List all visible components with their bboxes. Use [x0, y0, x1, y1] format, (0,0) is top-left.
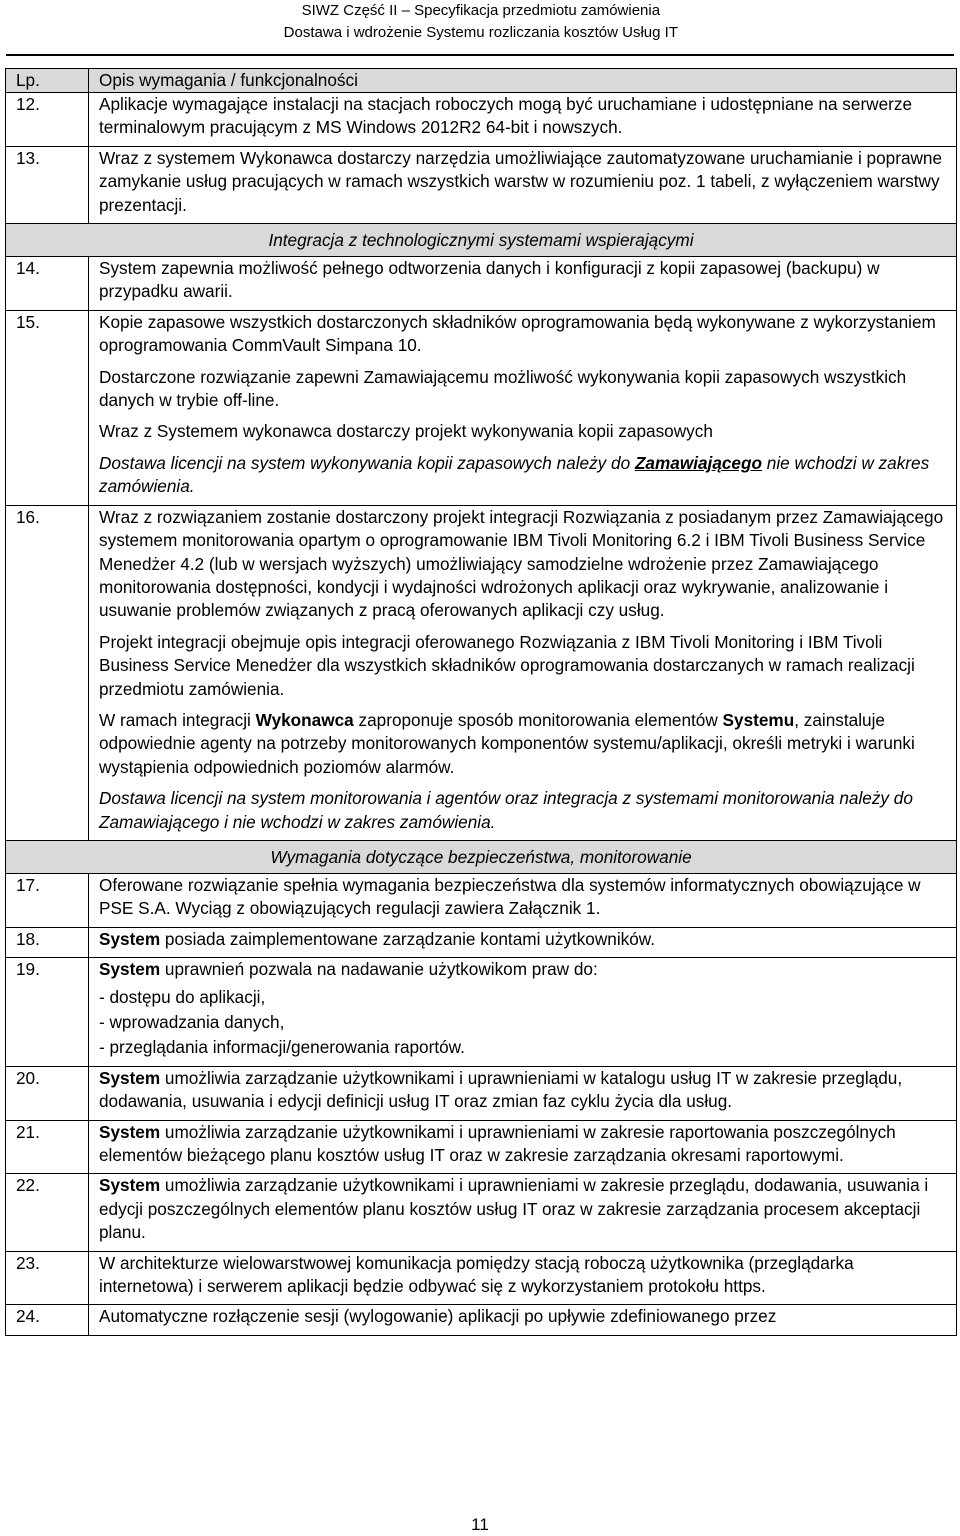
paragraph: Dostawa licencji na system monitorowania i agentów oraz integracja z systemami monitorowania należy do Zamawiającego i nie wchodzi w zakres zamówienia.: [99, 788, 913, 832]
paragraph: Projekt integracji obejmuje opis integracji oferowanego Rozwiązania z IBM Tivoli Monitoring i IBM Tivoli Business Service Menedżer dla wszystkich składników oprogramowania dostarczanych w ramach realizacji przedmiotu zamówienia.: [99, 631, 915, 699]
section-row-integration: [6, 224, 957, 257]
table-row: [6, 1174, 957, 1251]
row-number: 15.: [6, 310, 89, 505]
paragraph: Kopie zapasowe wszystkich dostarczonych składników oprogramowania będą wykonywane z wykorzystaniem oprogramowania CommVault Simpana 10.: [99, 311, 936, 356]
table-row: [6, 927, 957, 957]
section-row-security: [6, 840, 957, 873]
row-description: System umożliwia zarządzanie użytkownikami i uprawnieniami w katalogu usług IT w zakresie przeglądu, dodawania, usuwania i edycji definicji usług IT oraz zmian faz cyklu życia dla usług.: [89, 1066, 957, 1120]
paragraph: Dostawa licencji na system wykonywania kopii zapasowych należy do Zamawiającego nie wchodzi w zakres zamówienia.: [99, 452, 930, 497]
row-description: System uprawnień pozwala na nadawanie użytkowikom praw do: - dostępu do aplikacji, - wprowadzania danych, - przeglądania informacji/generowania raportów.: [89, 958, 957, 1067]
table-row: [6, 873, 957, 927]
column-header-number: Lp.: [6, 69, 89, 93]
row-number: 21.: [6, 1120, 89, 1174]
row-description: System posiada zaimplementowane zarządzanie kontami użytkowników.: [89, 927, 957, 957]
column-header-description: Opis wymagania / funkcjonalności: [89, 69, 957, 93]
row-description: System umożliwia zarządzanie użytkownikami i uprawnieniami w zakresie przeglądu, dodawania, usuwania i edycji poszczególnych elementów planu kosztów usług IT oraz w zakresie zarządzania procesem akceptacji planu.: [89, 1174, 957, 1251]
row-description: Automatyczne rozłączenie sesji (wylogowanie) aplikacji po upływie zdefiniowanego przez: [89, 1305, 957, 1335]
row-number: 20.: [6, 1066, 89, 1120]
table-row: [6, 958, 957, 1067]
row-number: 17.: [6, 873, 89, 927]
row-number: 12.: [6, 93, 89, 147]
table-header-row: [6, 69, 957, 93]
table-row: [6, 1120, 957, 1174]
list-item: - wprowadzania danych,: [99, 1012, 285, 1032]
table-row: [6, 1251, 957, 1305]
requirements-table: [5, 68, 957, 1336]
table-row: [6, 93, 957, 147]
row-description: W architekturze wielowarstwowej komunikacja pomiędzy stacją roboczą użytkownika (przeglądarka internetowa) i serwerem aplikacji będzie odbywać się z wykorzystaniem protokołu https.: [89, 1251, 957, 1305]
row-description: [89, 505, 957, 840]
emphasis: Zamawiającego: [634, 452, 762, 473]
row-number: 22.: [6, 1174, 89, 1251]
table-row: [6, 310, 957, 505]
row-description: [89, 310, 957, 505]
paragraph: Wraz z Systemem wykonawca dostarczy projekt wykonywania kopii zapasowych: [99, 421, 713, 442]
paragraph: Wraz z rozwiązaniem zostanie dostarczony projekt integracji Rozwiązania z posiadanym przez Zamawiającego systemem monitorowania opartym o oprogramowanie IBM Tivoli Monitoring 6.2 i IBM Tivoli Business Service Menedżer 4.2 (lub w wersjach wyższych) umożliwiający samodzielne wdrożenie przez Zamawiającego monitorowania dostępności, kondycji i wydajności wdrożonych aplikacji oraz wykrywanie, analizowanie i usuwanie problemów związanych z pracą oferowanych aplikacji czy usług.: [99, 506, 944, 621]
row-description: System zapewnia możliwość pełnego odtworzenia danych i konfiguracji z kopii zapasowej (backupu) w przypadku awarii.: [89, 257, 957, 311]
row-number: 24.: [6, 1305, 89, 1335]
row-description: Wraz z systemem Wykonawca dostarczy narzędzia umożliwiające zautomatyzowane uruchamianie i poprawne zamykanie usług pracujących w ramach wszystkich warstw w rozumieniu poz. 1 tabeli, z wyłączeniem warstwy prezentacji.: [89, 146, 957, 223]
list-item: - przeglądania informacji/generowania raportów.: [99, 1037, 465, 1058]
document-header: [284, 0, 678, 44]
table-row: [6, 505, 957, 840]
row-description: System umożliwia zarządzanie użytkownikami i uprawnieniami w zakresie raportowania poszczególnych elementów bieżącego planu kosztów usług IT oraz w zakresie zarządzania okresami raportowymi.: [89, 1120, 957, 1174]
header-title: SIWZ Część II – Specyfikacja przedmiotu zamówienia: [301, 2, 661, 19]
row-number: 14.: [6, 257, 89, 311]
row-description: Oferowane rozwiązanie spełnia wymagania bezpieczeństwa dla systemów informatycznych obowiązujące w PSE S.A. Wyciąg z obowiązujących regulacji zawiera Załącznik 1.: [89, 873, 957, 927]
table-row: [6, 146, 957, 223]
paragraph: Dostarczone rozwiązanie zapewni Zamawiającemu możliwość wykonywania kopii zapasowych wszystkich danych w trybie off-line.: [99, 366, 907, 411]
header-rule: [6, 54, 954, 56]
table-row: [6, 1066, 957, 1120]
section-title: Integracja z technologicznymi systemami wspierającymi: [6, 224, 957, 257]
row-number: 13.: [6, 146, 89, 223]
paragraph: W ramach integracji Wykonawca zaproponuje sposób monitorowania elementów Systemu, zainstaluje odpowiednie agenty na potrzeby monitorowanych komponentów systemu/aplikacji, określi metryki i warunki wystąpienia odpowiednich poziomów alarmów.: [99, 709, 915, 777]
row-number: 18.: [6, 927, 89, 957]
row-number: 23.: [6, 1251, 89, 1305]
row-number: 19.: [6, 958, 89, 1067]
section-title: Wymagania dotyczące bezpieczeństwa, monitorowanie: [6, 840, 957, 873]
row-description: Aplikacje wymagające instalacji na stacjach roboczych mogą być uruchamiane i udostępniane na serwerze terminalowym pracującym z MS Windows 2012R2 64-bit i nowszych.: [89, 93, 957, 147]
list-item: - dostępu do aplikacji,: [99, 986, 266, 1007]
page-number: 11: [471, 1515, 489, 1534]
row-number: 16.: [6, 505, 89, 840]
table-row: [6, 1305, 957, 1335]
header-subtitle: Dostawa i wdrożenie Systemu rozliczania kosztów Usług IT: [283, 24, 678, 41]
table-row: [6, 257, 957, 311]
